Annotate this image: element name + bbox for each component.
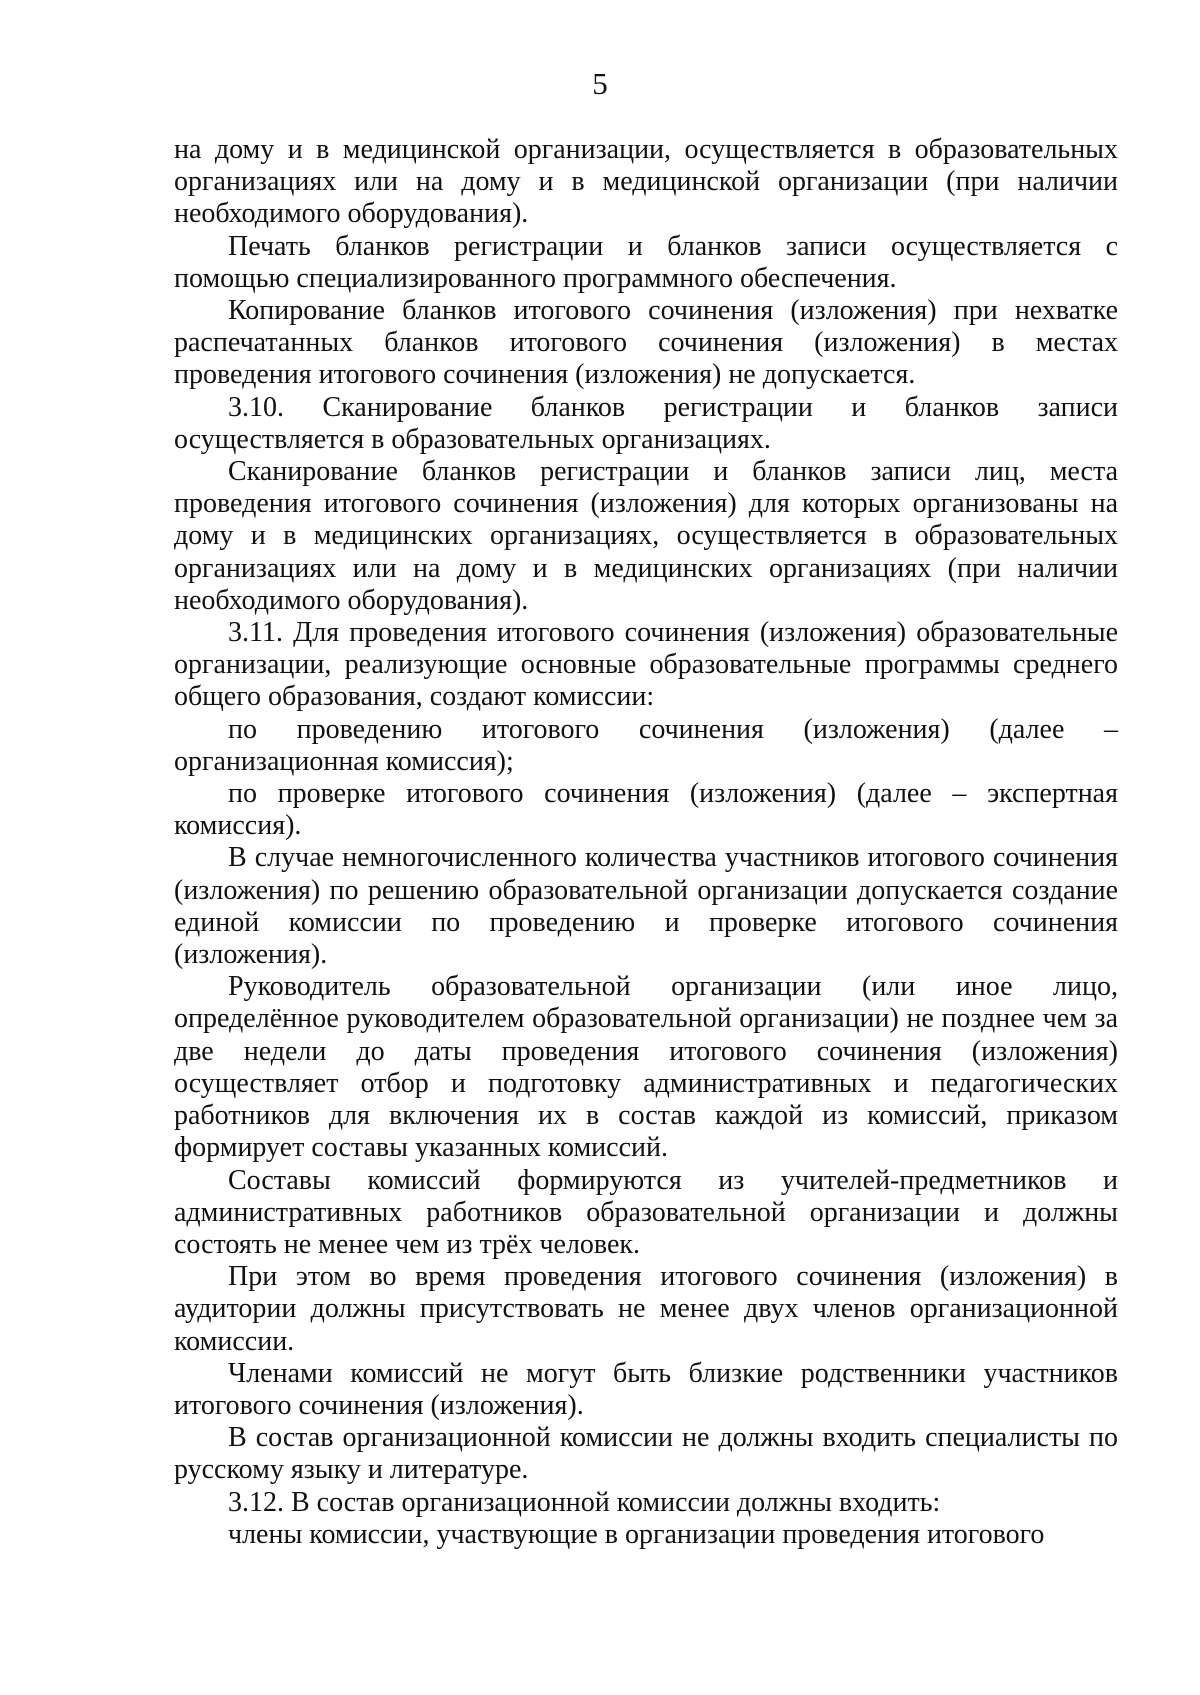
paragraph-13: Членами комиссий не могут быть близкие родственники участников итогового сочинения (изложения). bbox=[174, 1357, 1118, 1421]
paragraph-1: на дому и в медицинской организации, осуществляется в образовательных организациях или на дому и в медицинской организации (при наличии необходимого оборудования). bbox=[174, 134, 1118, 230]
paragraph-16: члены комиссии, участвующие в организации проведения итогового bbox=[228, 1518, 1045, 1550]
paragraph-8: по проверке итогового сочинения (изложения) (далее – экспертная комиссия). bbox=[174, 778, 1118, 842]
paragraph-14: В состав организационной комиссии не должны входить специалисты по русскому языку и литературе. bbox=[174, 1422, 1118, 1486]
document-body bbox=[174, 134, 1118, 1551]
paragraph-2: Печать бланков регистрации и бланков записи осуществляется с помощью специализированного программного обеспечения. bbox=[174, 230, 1118, 294]
paragraph-6: 3.11. Для проведения итогового сочинения (изложения) образовательные организации, реализующие основные образовательные программы среднего общего образования, создают комиссии: bbox=[174, 617, 1118, 713]
paragraph-10: Руководитель образовательной организации (или иное лицо, определённое руководителем образовательной организации) не позднее чем за две недели до даты проведения итогового сочинения (изложения) осуществляет отбор и подготовку административных и педагогических работников для включения их в состав каждой из комиссий, приказом формирует составы указанных комиссий. bbox=[174, 971, 1118, 1164]
paragraph-3: Копирование бланков итогового сочинения (изложения) при нехватке распечатанных бланков итогового сочинения (изложения) в местах проведения итогового сочинения (изложения) не допускается. bbox=[174, 295, 1118, 391]
paragraph-4: 3.10. Сканирование бланков регистрации и бланков записи осуществляется в образовательных организациях. bbox=[174, 391, 1118, 455]
paragraph-7: по проведению итогового сочинения (изложения) (далее – организационная комиссия); bbox=[174, 713, 1118, 777]
paragraph-12: При этом во время проведения итогового сочинения (изложения) в аудитории должны присутствовать не менее двух членов организационной комиссии. bbox=[174, 1261, 1118, 1357]
paragraph-15: 3.12. В состав организационной комиссии должны входить: bbox=[228, 1486, 941, 1518]
page-number: 5 bbox=[592, 66, 608, 101]
paragraph-5: Сканирование бланков регистрации и бланков записи лиц, места проведения итогового сочинения (изложения) для которых организованы на дому и в медицинских организациях, осуществляется в образовательных организациях или на дому и в медицинских организациях (при наличии необходимого оборудования). bbox=[174, 456, 1118, 616]
paragraph-9: В случае немногочисленного количества участников итогового сочинения (изложения) по решению образовательной организации допускается создание единой комиссии по проведению и проверке итогового сочинения (изложения). bbox=[174, 842, 1118, 971]
paragraph-11: Составы комиссий формируются из учителей-предметников и административных работников образовательной организации и должны состоять не менее чем из трёх человек. bbox=[174, 1164, 1118, 1260]
